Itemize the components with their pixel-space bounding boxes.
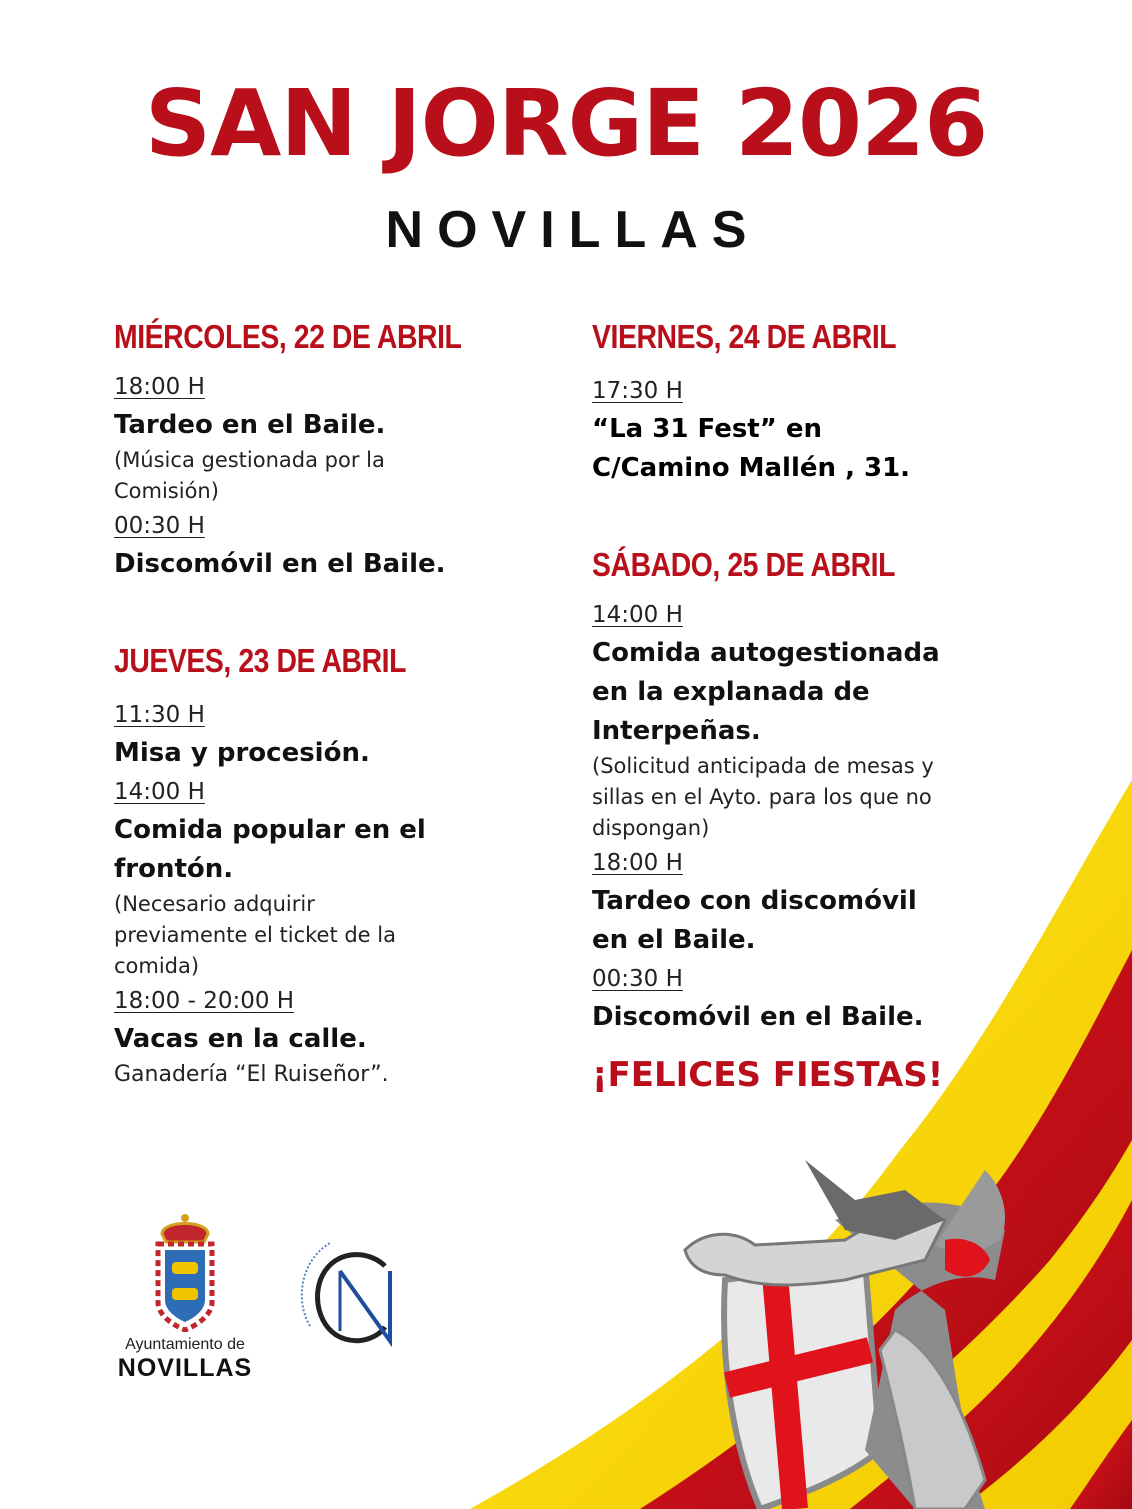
san-jorge-knight-icon: [665, 1150, 1085, 1509]
event-title: Discomóvil en el Baile.: [592, 1002, 924, 1032]
day-heading: JUEVES, 23 DE ABRIL: [114, 642, 407, 679]
event-time: 14:00 H: [114, 779, 205, 805]
day-heading: SÁBADO, 25 DE ABRIL: [592, 546, 896, 583]
cn-monogram-icon: [290, 1231, 420, 1361]
event-title: Vacas en la calle.: [114, 1024, 367, 1054]
town-subtitle: NOVILLAS: [385, 201, 761, 259]
ayuntamiento-label: Ayuntamiento de: [125, 1336, 245, 1353]
event-time: 18:00 H: [592, 850, 683, 876]
event-title: Comida autogestionada en la explanada de Interpeñas.: [592, 638, 940, 746]
event-item: [592, 966, 972, 1037]
page-title: SAN JORGE 2026: [144, 70, 988, 177]
event-title: Misa y procesión.: [114, 738, 370, 768]
day-saturday: [592, 546, 972, 1095]
event-item: [114, 779, 514, 982]
event-title: Discomóvil en el Baile.: [114, 549, 446, 579]
coat-of-arms-icon: [152, 1212, 218, 1332]
day-heading: MIÉRCOLES, 22 DE ABRIL: [114, 318, 462, 355]
event-time: 14:00 H: [592, 602, 683, 628]
event-title: “La 31 Fest” en C/Camino Mallén , 31.: [592, 414, 911, 483]
event-item: [114, 374, 514, 507]
event-title: Comida popular en el frontón.: [114, 815, 426, 884]
event-note: (Música gestionada por la Comisión): [114, 448, 385, 503]
event-title: Tardeo con discomóvil en el Baile.: [592, 886, 917, 955]
day-friday: [592, 318, 972, 488]
event-item: [114, 702, 514, 773]
event-time: 11:30 H: [114, 702, 205, 728]
event-note: (Solicitud anticipada de mesas y sillas en el Ayto. para los que no dispongan): [592, 754, 934, 840]
event-item: [592, 378, 972, 488]
event-time: 17:30 H: [592, 378, 683, 404]
event-item: [592, 602, 972, 844]
event-time: 00:30 H: [114, 513, 205, 539]
schedule-left-column: [114, 314, 514, 1130]
footer-logos: [110, 1212, 420, 1383]
event-time: 00:30 H: [592, 966, 683, 992]
felices-fiestas-greeting: ¡FELICES FIESTAS!: [592, 1055, 944, 1095]
ayuntamiento-town: NOVILLAS: [117, 1354, 253, 1382]
day-heading: VIERNES, 24 DE ABRIL: [592, 318, 897, 355]
event-note: Ganadería “El Ruiseñor”.: [114, 1062, 389, 1087]
schedule-right-column: [592, 314, 972, 1135]
event-item: [114, 988, 514, 1090]
event-time: 18:00 - 20:00 H: [114, 988, 295, 1014]
event-title: Tardeo en el Baile.: [114, 410, 386, 440]
event-item: [114, 513, 514, 584]
day-thursday: [114, 642, 514, 1090]
event-time: 18:00 H: [114, 374, 205, 400]
ayuntamiento-logo: [110, 1212, 260, 1383]
event-item: [592, 850, 972, 960]
event-note: (Necesario adquirir previamente el ticket de la comida): [114, 892, 396, 978]
day-wednesday: [114, 318, 514, 584]
